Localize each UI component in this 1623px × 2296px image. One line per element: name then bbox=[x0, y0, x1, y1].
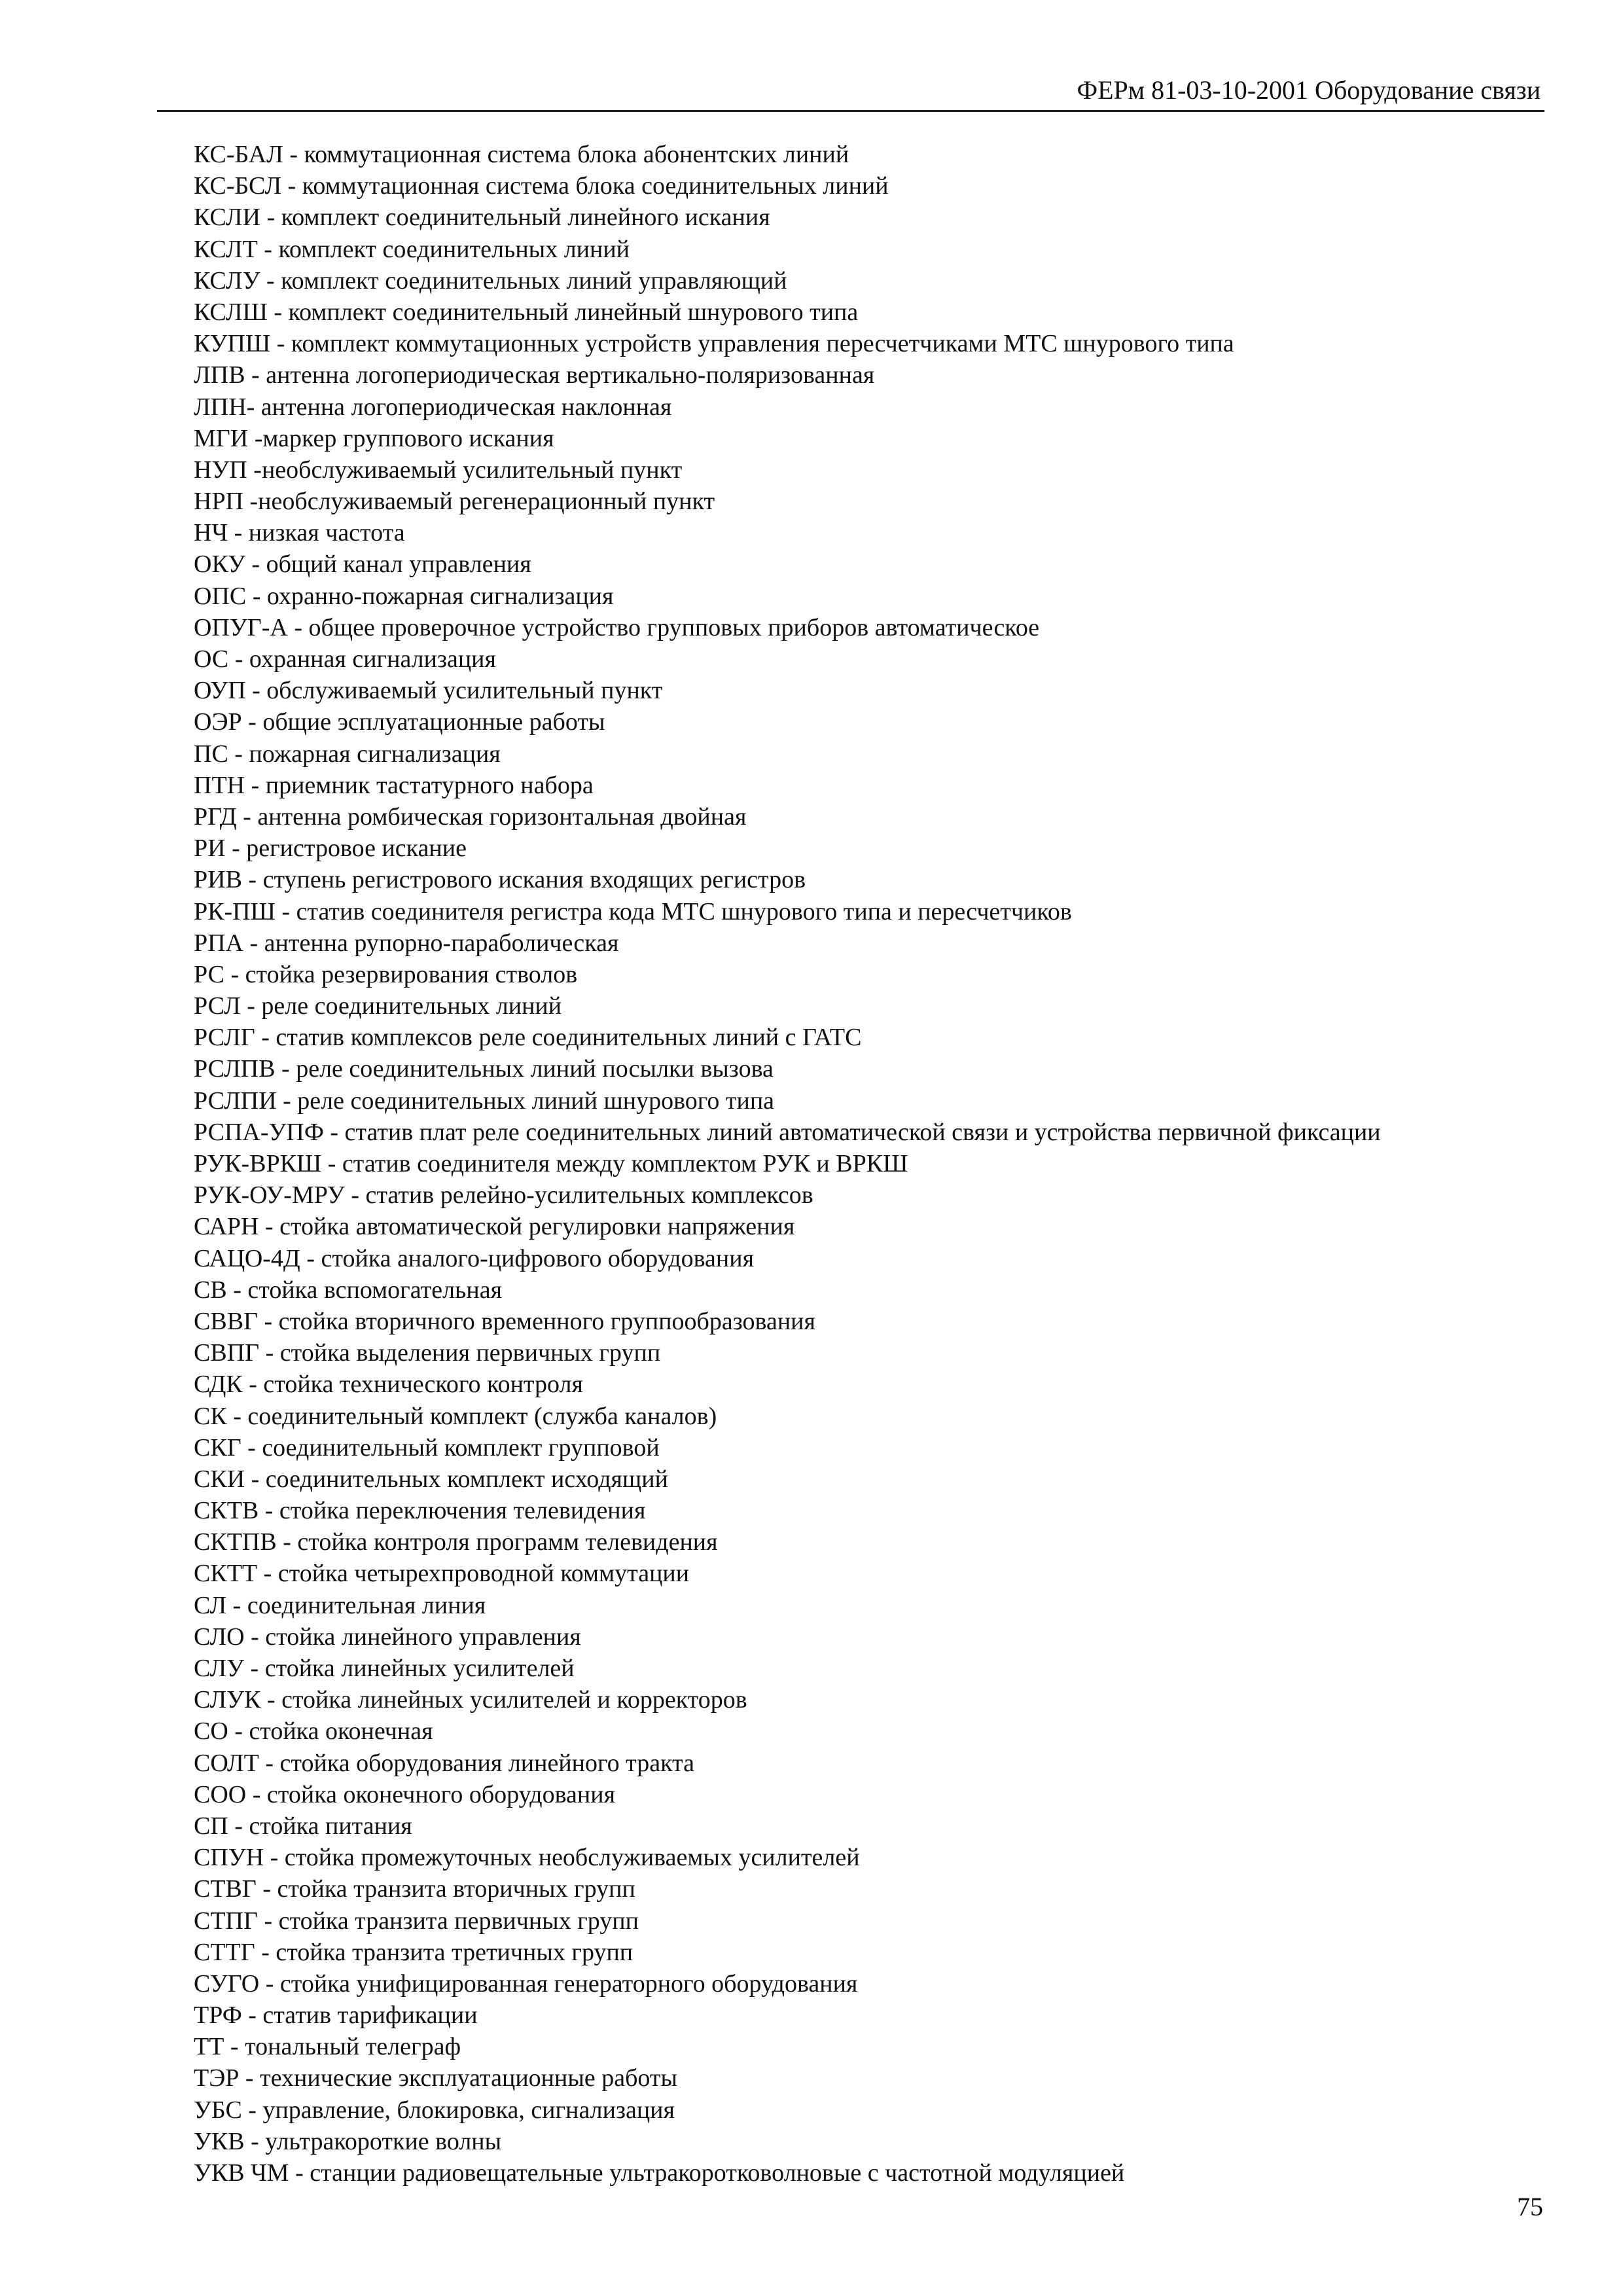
abbreviation-entry: СОО - стойка оконечного оборудования bbox=[194, 1780, 616, 1808]
abbreviation-entry: СЛУК - стойка линейных усилителей и корректоров bbox=[194, 1686, 747, 1714]
abbreviation-entry: СКТПВ - стойка контроля программ телевидения bbox=[194, 1528, 718, 1556]
abbreviation-entry: ОКУ - общий канал управления bbox=[194, 550, 531, 579]
abbreviation-entry: РСЛПИ - реле соединительных линий шнурового типа bbox=[194, 1086, 775, 1115]
abbreviation-entry: КСЛШ - комплект соединительный линейный шнурового типа bbox=[194, 298, 859, 326]
abbreviation-list bbox=[194, 139, 1581, 2189]
abbreviation-entry: КУПШ - комплект коммутационных устройств управления пересчетчиками МТС шнурового типа bbox=[194, 330, 1234, 358]
abbreviation-entry: РС - стойка резервирования стволов bbox=[194, 960, 578, 988]
abbreviation-entry: ПС - пожарная сигнализация bbox=[194, 740, 501, 768]
abbreviation-entry: СКТТ - стойка четырехпроводной коммутации bbox=[194, 1560, 690, 1588]
abbreviation-entry: СДК - стойка технического контроля bbox=[194, 1371, 583, 1399]
abbreviation-entry: ЛПН- антенна логопериодическая наклонная bbox=[194, 393, 672, 421]
abbreviation-entry: СТТГ - стойка транзита третичных групп bbox=[194, 1938, 633, 1966]
abbreviation-entry: САЦО-4Д - стойка аналого-цифрового оборудования bbox=[194, 1244, 755, 1272]
abbreviation-entry: КС-БАЛ - коммутационная система блока абонентских линий bbox=[194, 141, 849, 168]
abbreviation-entry: ОПС - охранно-пожарная сигнализация bbox=[194, 582, 614, 610]
page-header bbox=[157, 71, 1544, 112]
abbreviation-entry: РПА - антенна рупорно-параболическая bbox=[194, 929, 619, 957]
abbreviation-entry: СТПГ - стойка транзита первичных групп bbox=[194, 1907, 639, 1935]
abbreviation-entry: РК-ПШ - статив соединителя регистра кода МТС шнурового типа и пересчетчиков bbox=[194, 897, 1072, 925]
abbreviation-entry: СКТВ - стойка переключения телевидения bbox=[194, 1497, 646, 1525]
page-number: 75 bbox=[1517, 2192, 1543, 2221]
abbreviation-entry: РИ - регистровое искание bbox=[194, 834, 467, 863]
abbreviation-entry: СО - стойка оконечная bbox=[194, 1717, 433, 1746]
abbreviation-entry: РСЛПВ - реле соединительных линий посылки вызова bbox=[194, 1055, 774, 1083]
abbreviation-entry: РСПА-УПФ - статив плат реле соединительных линий автоматической связи и устройства первичной фиксации bbox=[194, 1118, 1381, 1146]
abbreviation-entry: СКГ - соединительный комплект групповой bbox=[194, 1433, 660, 1462]
abbreviation-entry: УКВ ЧМ - станции радиовещательные ультракоротковолновые с частотной модуляцией bbox=[194, 2159, 1125, 2187]
abbreviation-entry: ОПУГ-А - общее проверочное устройство групповых приборов автоматическое bbox=[194, 613, 1040, 641]
abbreviation-entry: МГИ -маркер группового искания bbox=[194, 424, 554, 452]
abbreviation-entry: РСЛ - реле соединительных линий bbox=[194, 992, 562, 1020]
abbreviation-entry: САРН - стойка автоматической регулировки напряжения bbox=[194, 1213, 795, 1241]
abbreviation-entry: СПУН - стойка промежуточных необслуживаемых усилителей bbox=[194, 1844, 860, 1872]
abbreviation-entry: ТРФ - статив тарификации bbox=[194, 2001, 478, 2030]
abbreviation-entry: СВ - стойка вспомогательная bbox=[194, 1276, 503, 1304]
abbreviation-entry: РУК-ОУ-МРУ - статив релейно-усилительных комплексов bbox=[194, 1181, 813, 1210]
abbreviation-entry: УБС - управление, блокировка, сигнализация bbox=[194, 2096, 675, 2124]
abbreviation-entry: ПТН - приемник тастатурного набора bbox=[194, 771, 594, 799]
abbreviation-entry: СОЛТ - стойка оборудования линейного тракта bbox=[194, 1749, 694, 1777]
abbreviation-entry: КСЛТ - комплект соединительных линий bbox=[194, 235, 630, 263]
abbreviation-entry: КС-БСЛ - коммутационная система блока соединительных линий bbox=[194, 172, 889, 200]
abbreviation-entry: СЛУ - стойка линейных усилителей bbox=[194, 1655, 575, 1682]
abbreviation-entry: РСЛГ - статив комплексов реле соединительных линий с ГАТС bbox=[194, 1024, 862, 1052]
abbreviation-entry: РУК-ВРКШ - статив соединителя между комплектом РУК и ВРКШ bbox=[194, 1150, 908, 1177]
abbreviation-entry: ТТ - тональный телеграф bbox=[194, 2033, 461, 2061]
abbreviation-entry: ТЭР - технические эксплуатационные работы bbox=[194, 2064, 678, 2092]
abbreviation-entry: СКИ - соединительных комплект исходящий bbox=[194, 1465, 668, 1493]
abbreviation-entry: СТВГ - стойка транзита вторичных групп bbox=[194, 1875, 635, 1903]
abbreviation-entry: НУП -необслуживаемый усилительный пункт bbox=[194, 456, 683, 484]
abbreviation-entry: ОЭР - общие эсплуатационные работы bbox=[194, 708, 605, 736]
abbreviation-entry: УКВ - ультракороткие волны bbox=[194, 2127, 502, 2155]
abbreviation-entry: КСЛИ - комплект соединительный линейного искания bbox=[194, 204, 770, 232]
abbreviation-entry: СУГО - стойка унифицированная генераторного оборудования bbox=[194, 1969, 858, 1998]
abbreviation-entry: РГД - антенна ромбическая горизонтальная двойная bbox=[194, 802, 747, 831]
abbreviation-entry: ЛПВ - антенна логопериодическая вертикально-поляризованная bbox=[194, 361, 875, 389]
abbreviation-entry: НЧ - низкая частота bbox=[194, 519, 405, 547]
abbreviation-entry: ОУП - обслуживаемый усилительный пункт bbox=[194, 677, 663, 705]
abbreviation-entry: СП - стойка питания bbox=[194, 1812, 412, 1840]
document-title: ФЕРм 81-03-10-2001 Оборудование связи bbox=[1077, 75, 1541, 105]
abbreviation-entry: КСЛУ - комплект соединительных линий управляющий bbox=[194, 266, 787, 295]
abbreviation-entry: СВПГ - стойка выделения первичных групп bbox=[194, 1339, 661, 1367]
abbreviation-entry: НРП -необслуживаемый регенерационный пункт bbox=[194, 488, 715, 516]
abbreviation-entry: СВВГ - стойка вторичного временного группообразования bbox=[194, 1307, 815, 1335]
abbreviation-entry: РИВ - ступень регистрового искания входящих регистров bbox=[194, 866, 806, 894]
abbreviation-entry: СК - соединительный комплект (служба каналов) bbox=[194, 1402, 717, 1430]
abbreviation-entry: СЛ - соединительная линия bbox=[194, 1591, 486, 1619]
abbreviation-entry: ОС - охранная сигнализация bbox=[194, 645, 496, 673]
abbreviation-entry: СЛО - стойка линейного управления bbox=[194, 1623, 581, 1651]
